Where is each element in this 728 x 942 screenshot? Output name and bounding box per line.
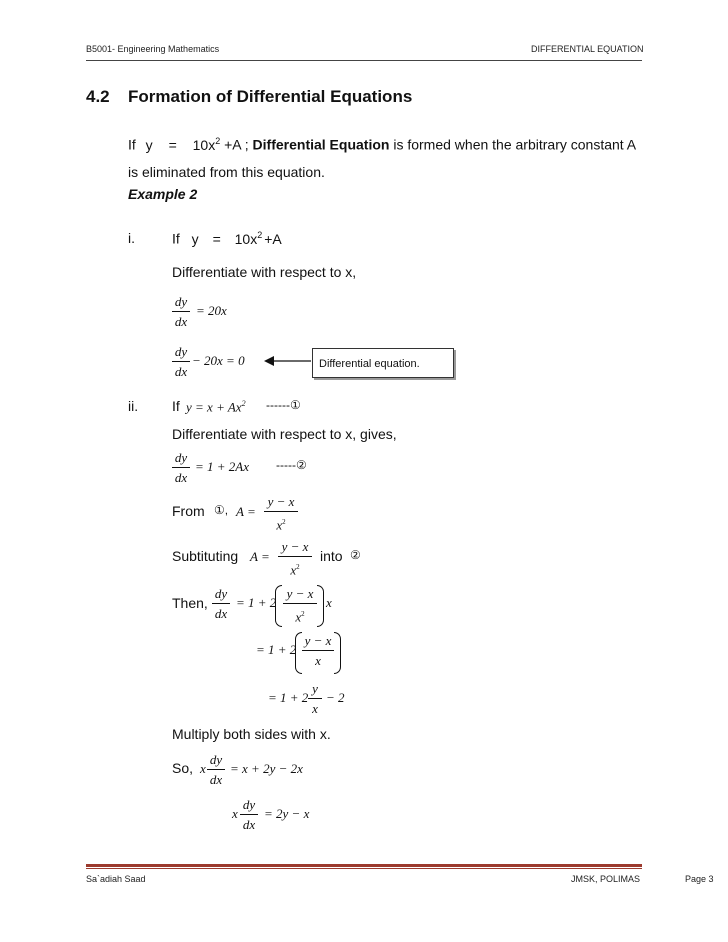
left-paren	[295, 632, 302, 674]
part-i-y: y	[191, 230, 199, 247]
callout-box	[312, 348, 454, 378]
frac-num: dy	[214, 586, 228, 601]
so-rhs: = x + 2y − 2x	[230, 761, 303, 776]
frac-den-exp: 2	[301, 610, 305, 618]
then-fraction	[283, 586, 317, 625]
frac-den: x	[276, 517, 283, 533]
multiply-text: Multiply both sides with x.	[172, 726, 331, 742]
right-paren	[334, 632, 341, 674]
dy-dx-fraction-6	[240, 797, 258, 833]
final-rhs: = 2y − x	[264, 806, 310, 821]
intro-expr-exp: 2	[215, 136, 221, 146]
subst-into: into	[320, 548, 343, 564]
part-i-if: If	[172, 230, 180, 247]
part-i-equation	[172, 230, 282, 247]
part-i-lhs2-tail: − 20x = 0	[192, 353, 245, 368]
footer-rule-thick	[86, 864, 642, 867]
callout-text: Differential equation.	[319, 358, 420, 370]
frac-den: dx	[214, 606, 228, 621]
subst-fraction	[278, 539, 312, 578]
intro-line2: is eliminated from this equation.	[128, 164, 325, 180]
subst-a-eq: A =	[250, 549, 270, 564]
dy-dx-fraction-5	[207, 752, 225, 788]
final-x: x	[232, 806, 238, 821]
then-rhs: = 1 + 2	[236, 595, 277, 610]
a-fraction	[264, 494, 298, 533]
section-title: Formation of Differential Equations	[128, 87, 413, 106]
then-label: Then,	[172, 595, 208, 611]
part-i-expr-a: 10x	[234, 230, 258, 247]
frac-num: dy	[209, 752, 223, 767]
footer-left: Sa`adiah Saad	[86, 874, 146, 884]
part-i-expr-b: +A	[264, 230, 282, 247]
subst-ref: ②	[350, 548, 361, 562]
frac-den: dx	[174, 314, 188, 329]
intro-y: y	[145, 136, 153, 153]
frac-den: dx	[242, 817, 256, 832]
frac-num: dy	[174, 294, 188, 309]
from-ref: ①,	[214, 503, 229, 517]
frac-num: y − x	[304, 633, 332, 648]
then-tail: x	[326, 595, 332, 610]
frac-den: dx	[209, 772, 223, 787]
section-number: 4.2	[86, 87, 110, 106]
footer-rule-thin	[86, 868, 642, 869]
part-i-diff-text: Differentiate with respect to x,	[172, 264, 357, 280]
frac-den: x	[295, 609, 302, 625]
frac-den-exp: 2	[296, 563, 300, 571]
frac-den: x	[312, 701, 318, 716]
subst-label: Subtituting	[172, 548, 239, 564]
intro-eq: =	[168, 136, 177, 153]
right-paren	[317, 585, 324, 627]
example-title: Example 2	[128, 186, 198, 202]
intro-line1	[128, 136, 636, 153]
step2-rhs: = 1 + 2	[256, 642, 297, 657]
dy-dx-fraction-2	[172, 344, 190, 380]
part-ii-eq2-tag: -----②	[276, 458, 307, 472]
frac-den: x	[315, 653, 321, 668]
dy-dx-fraction-3	[172, 450, 190, 486]
intro-bold: Differential Equation	[252, 136, 390, 153]
part-ii-if: If	[172, 398, 180, 414]
part-i-rhs1: = 20x	[196, 303, 227, 318]
step3-fraction	[308, 681, 322, 717]
frac-num: y − x	[281, 539, 309, 554]
left-paren	[275, 585, 282, 627]
step3-tail: − 2	[326, 690, 345, 705]
footer-center: JMSK, POLIMAS	[571, 874, 641, 884]
frac-num: dy	[242, 797, 256, 812]
frac-num: y	[312, 681, 318, 696]
dy-dx-fraction-4	[212, 586, 230, 622]
part-i-expr-exp: 2	[257, 230, 263, 240]
part-ii-eq1-tag: ------①	[266, 398, 301, 412]
so-x: x	[200, 761, 206, 776]
header-right: DIFFERENTIAL EQUATION	[531, 44, 644, 54]
frac-den: dx	[174, 470, 188, 485]
frac-den-exp: 2	[282, 518, 286, 526]
from-label: From	[172, 503, 205, 519]
part-ii-eq1	[186, 399, 246, 415]
part-ii-diff-text: Differentiate with respect to x, gives,	[172, 426, 397, 442]
frac-num: dy	[174, 450, 188, 465]
footer-page: Page 3	[685, 874, 714, 884]
frac-den: x	[290, 562, 297, 578]
intro-rest: is formed when the arbitrary constant A	[393, 136, 637, 153]
part-i-eq: =	[212, 230, 221, 247]
step3-rhs: = 1 + 2	[268, 690, 309, 705]
part-i-label: i.	[128, 230, 135, 246]
dy-dx-fraction-1	[172, 294, 190, 330]
part-ii-eq1-lhs: y = x + Ax	[186, 399, 242, 415]
intro-expr-a: 10x	[192, 136, 216, 153]
header-left: B5001- Engineering Mathematics	[86, 44, 220, 54]
from-a-eq: A =	[236, 504, 256, 519]
arrow-left-icon	[264, 355, 312, 367]
part-ii-rhs2: = 1 + 2Ax	[195, 459, 250, 474]
so-label: So,	[172, 760, 194, 776]
part-ii-eq1-exp: 2	[241, 399, 246, 408]
header-rule	[86, 60, 642, 61]
frac-den: dx	[174, 364, 188, 379]
intro-if: If	[128, 136, 136, 153]
part-ii-label: ii.	[128, 398, 139, 414]
frac-num: y − x	[286, 586, 314, 601]
step2-fraction	[302, 633, 334, 669]
intro-expr-b: +A ;	[224, 136, 249, 153]
frac-num: y − x	[267, 494, 295, 509]
frac-num: dy	[174, 344, 188, 359]
